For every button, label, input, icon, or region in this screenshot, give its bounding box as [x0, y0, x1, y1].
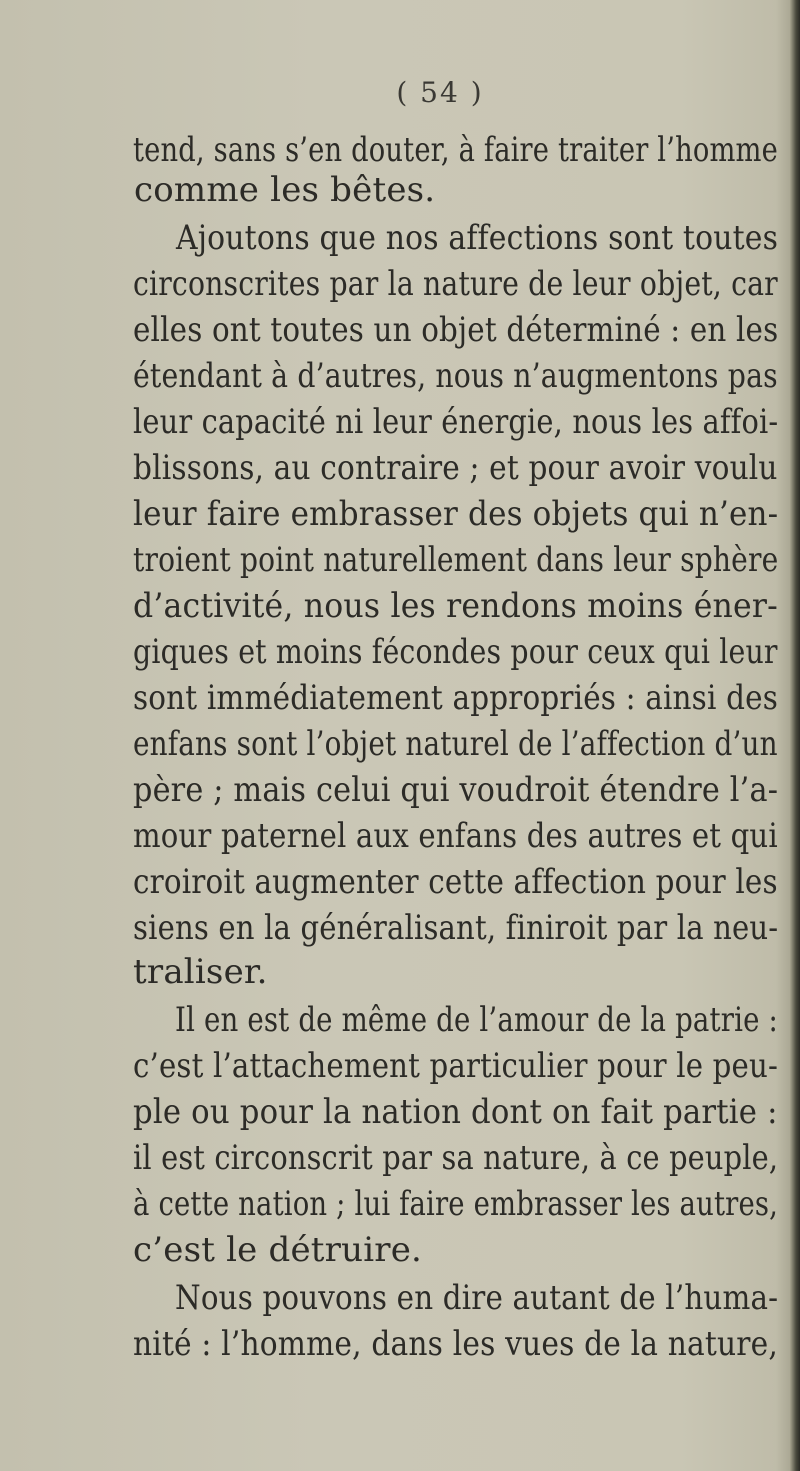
text-line: enfans sont l’objet naturel de l’affection d’un [133, 724, 778, 764]
text-line: d’activité, nous les rendons moins éner- [133, 586, 778, 626]
text-line: mour paternel aux enfans des autres et qui [133, 816, 778, 856]
text-line: elles ont toutes un objet déterminé : en les [133, 310, 779, 350]
page-number: ( 54 ) [396, 76, 484, 109]
text-line: troient point naturellement dans leur sphère [133, 540, 779, 580]
text-line: leur faire embrasser des objets qui n’en- [133, 494, 779, 534]
text-line: à cette nation ; lui faire embrasser les autres, [133, 1184, 779, 1224]
text-line: il est circonscrit par sa nature, à ce peuple, [133, 1138, 779, 1178]
text-line: siens en la généralisant, finiroit par la neu- [133, 908, 779, 948]
text-line: croiroit augmenter cette affection pour les [133, 862, 778, 902]
text-line: étendant à d’autres, nous n’augmentons pas [133, 356, 778, 396]
text-line: circonscrites par la nature de leur objet, car [133, 264, 778, 304]
text-line: Il en est de même de l’amour de la patrie : [175, 1000, 779, 1040]
text-line: Ajoutons que nos affections sont toutes [176, 218, 779, 258]
text-line: tend, sans s’en douter, à faire traiter l’homme [133, 130, 778, 170]
text-line: sont immédiatement appropriés : ainsi des [133, 678, 778, 718]
text-line: nité : l’homme, dans les vues de la nature, [133, 1324, 778, 1364]
text-line: père ; mais celui qui voudroit étendre l’a- [133, 770, 779, 810]
text-line: ple ou pour la nation dont on fait partie : [133, 1092, 778, 1132]
text-line: c’est l’attachement particulier pour le peu- [133, 1046, 779, 1086]
text-line: traliser. [133, 952, 268, 992]
page-edge-shadow [790, 0, 800, 1471]
text-line: comme les bêtes. [134, 170, 436, 210]
text-line: leur capacité ni leur énergie, nous les affoi- [133, 402, 779, 442]
text-line: giques et moins fécondes pour ceux qui leur [133, 632, 778, 672]
text-line: Nous pouvons en dire autant de l’huma- [175, 1278, 779, 1318]
text-line: blissons, au contraire ; et pour avoir voulu [133, 448, 778, 488]
text-line: c’est le détruire. [133, 1230, 423, 1270]
